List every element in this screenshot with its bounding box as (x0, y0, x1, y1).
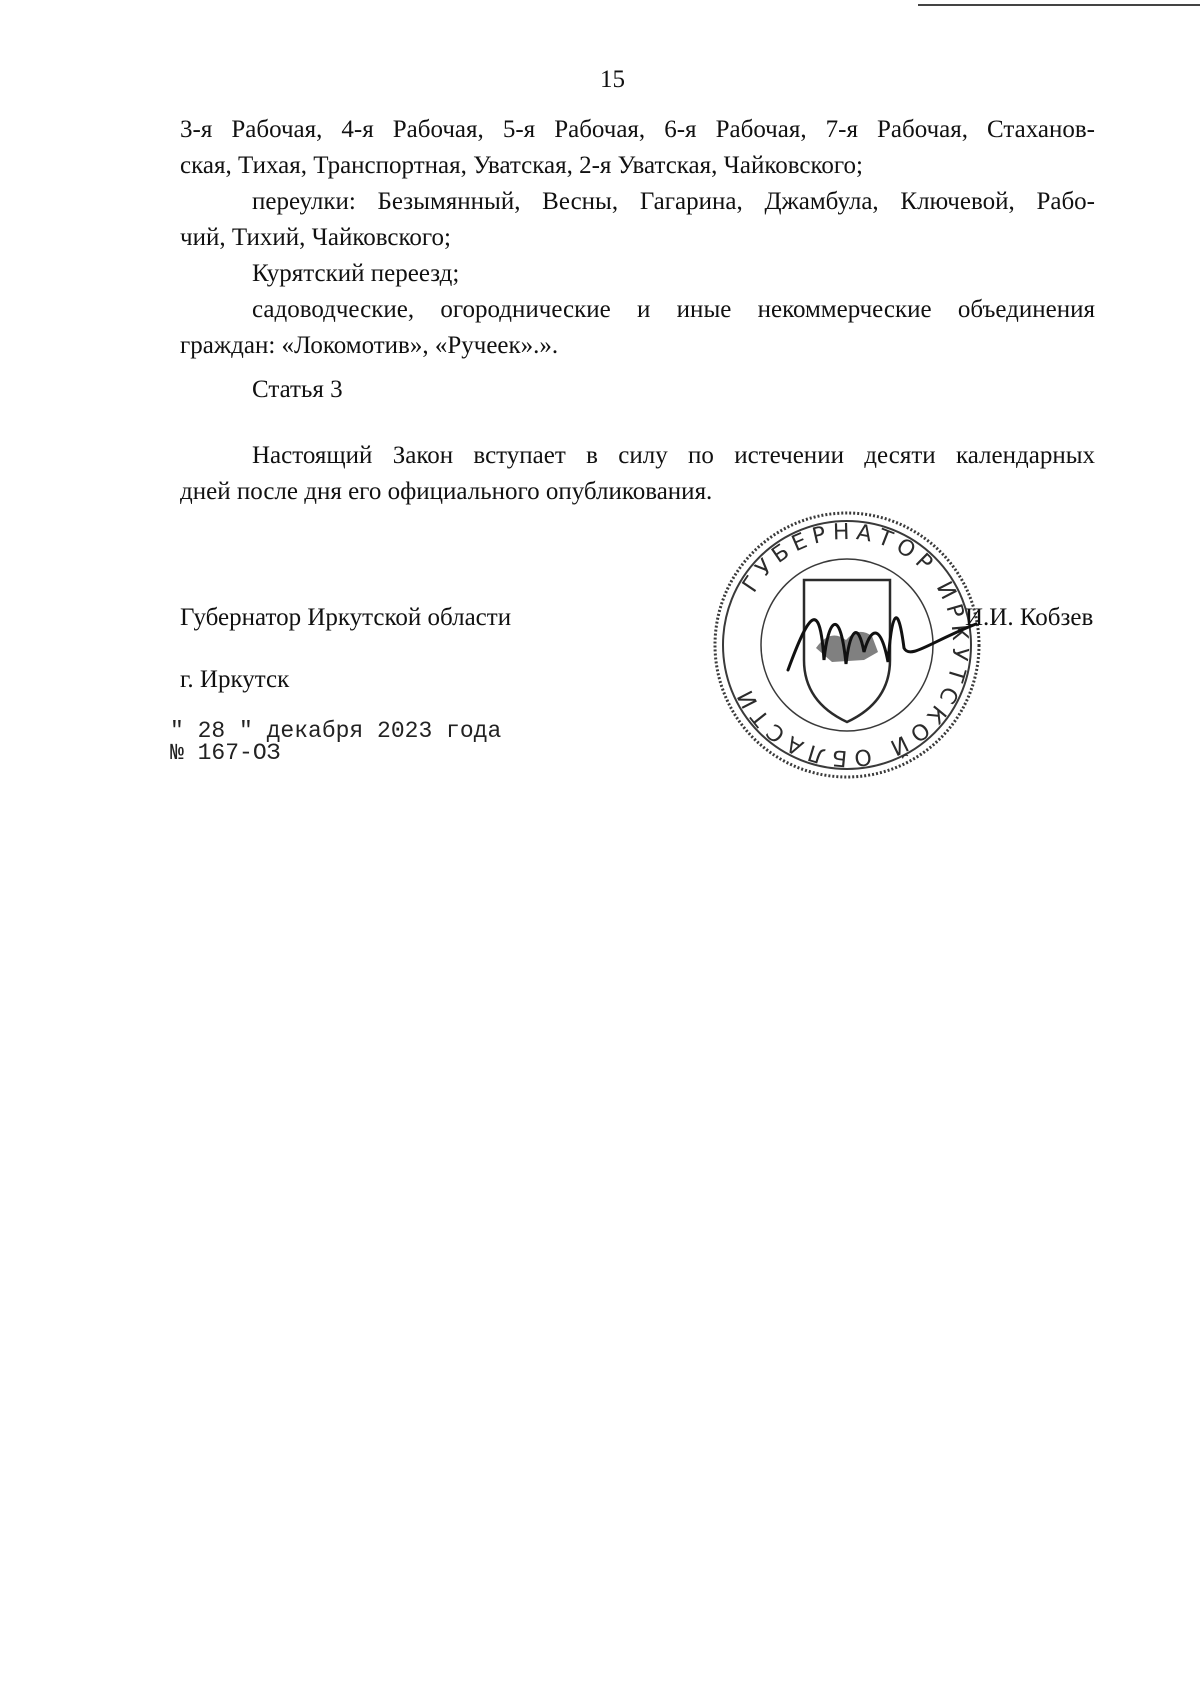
text-line: чий, Тихий, Чайковского; (180, 224, 451, 251)
street-list-paragraph (180, 112, 1095, 184)
article-heading: Статья 3 (252, 376, 343, 403)
text-line: дней после дня его официального опубликования. (180, 478, 713, 505)
text-line: граждан: «Локомотив», «Ручеек».». (180, 332, 559, 359)
signatory-name: И.И. Кобзев (965, 604, 1094, 631)
associations-paragraph (180, 292, 1095, 364)
text-line: Настоящий Закон вступает в силу по истечении десяти календарных (252, 442, 1095, 469)
crossing-paragraph (180, 256, 1095, 292)
article-text (180, 438, 1095, 510)
handwritten-signature (780, 590, 980, 700)
text-line: 3-я Рабочая, 4-я Рабочая, 5-я Рабочая, 6-я Рабочая, 7-я Рабочая, Стаханов- (180, 116, 1095, 143)
city: г. Иркутск (180, 666, 290, 693)
law-number: № 167-ОЗ (170, 740, 281, 766)
text-line: садоводческие, огороднические и иные некоммерческие объединения (252, 296, 1095, 323)
seal-text: ГУБЕРНАТОР ИРКУТСКОЙ ОБЛАСТИ (730, 519, 973, 771)
text-line: переулки: Безымянный, Весны, Гагарина, Джамбула, Ключевой, Рабо- (252, 188, 1095, 215)
text-line: ская, Тихая, Транспортная, Уватская, 2-я Уватская, Чайковского; (180, 152, 863, 179)
signing-date: " 28 " декабря 2023 года (170, 718, 502, 744)
text-line: Курятский переезд; (252, 260, 460, 287)
page-number: 15 (600, 66, 625, 93)
scan-edge-line (918, 4, 1200, 6)
lanes-paragraph (180, 184, 1095, 256)
signatory-position: Губернатор Иркутской области (180, 604, 512, 631)
